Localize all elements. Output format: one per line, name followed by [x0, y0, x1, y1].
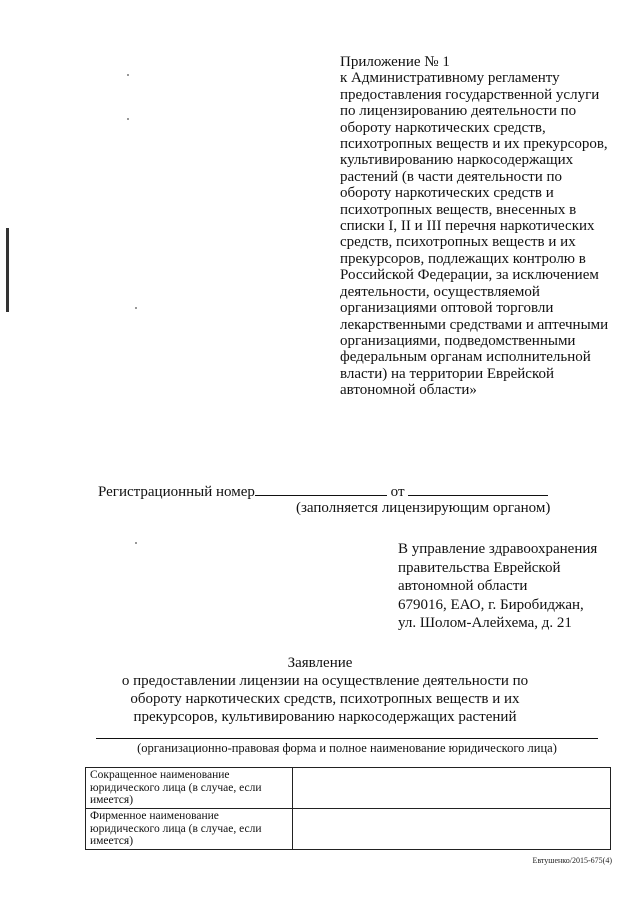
organization-name-field[interactable] — [96, 738, 598, 739]
registration-date-field[interactable] — [408, 481, 548, 496]
recipient-line: автономной области — [398, 578, 528, 594]
appendix-body: к Административному регламенту предоставления государственной услуги по лицензированию деятельности по обороту наркотических средств, психотропных веществ и их прекурсоров, культивированию наркосодержащих растений (в части деятельности по обороту наркотических средств и психотропных веществ, внесенных в списки I, II и III перечня наркотических средств, психотропных веществ и их прекурсоров, подлежащих контролю в Российской Федерации, за исключением деятельности, осуществляемой организациями оптовой торговли лекарственными средствами и аптечными организациями, подведомственными федеральным органам исполнительной власти) на территории Еврейской автономной области» — [340, 70, 609, 399]
table-row — [86, 768, 611, 809]
form-row-label: Сокращенное наименование юридического лица (в случае, если имеется) — [86, 768, 293, 809]
brand-name-value-field[interactable] — [293, 809, 611, 850]
statement-title: Заявление — [287, 655, 353, 671]
scan-edge-mark — [6, 228, 9, 312]
recipient-line: 679016, ЕАО, г. Биробиджан, — [398, 596, 584, 613]
registration-note: (заполняется лицензирующим органом) — [296, 500, 551, 516]
scan-speck — [135, 307, 137, 309]
scan-speck — [127, 118, 129, 120]
scan-speck — [127, 74, 129, 76]
appendix-block — [340, 54, 615, 399]
registration-number-field[interactable] — [255, 481, 387, 496]
short-name-value-field[interactable] — [293, 768, 611, 809]
registration-from-label: от — [390, 484, 405, 500]
document-code: Евтушенко/2015-675(4) — [532, 856, 612, 865]
recipient-line: ул. Шолом-Алейхема, д. 21 — [398, 615, 572, 631]
applicant-form-table — [85, 767, 611, 850]
statement-subtitle: о предоставлении лицензии на осуществление деятельности по обороту наркотических средств, психотропных веществ и их прекурсоров, культивированию наркосодержащих растений — [121, 673, 529, 725]
recipient-block — [398, 540, 613, 633]
registration-label: Регистрационный номер — [98, 484, 255, 500]
form-row-label: Фирменное наименование юридического лица (в случае, если имеется) — [86, 809, 293, 850]
scan-speck — [135, 542, 137, 544]
table-row — [86, 809, 611, 850]
appendix-title: Приложение № 1 — [340, 54, 450, 70]
registration-line — [98, 481, 568, 501]
recipient-line: В управление здравоохранения — [398, 541, 598, 557]
recipient-line: правительства Еврейской — [398, 559, 561, 576]
organization-caption: (организационно-правовая форма и полное наименование юридического лица) — [137, 741, 557, 755]
